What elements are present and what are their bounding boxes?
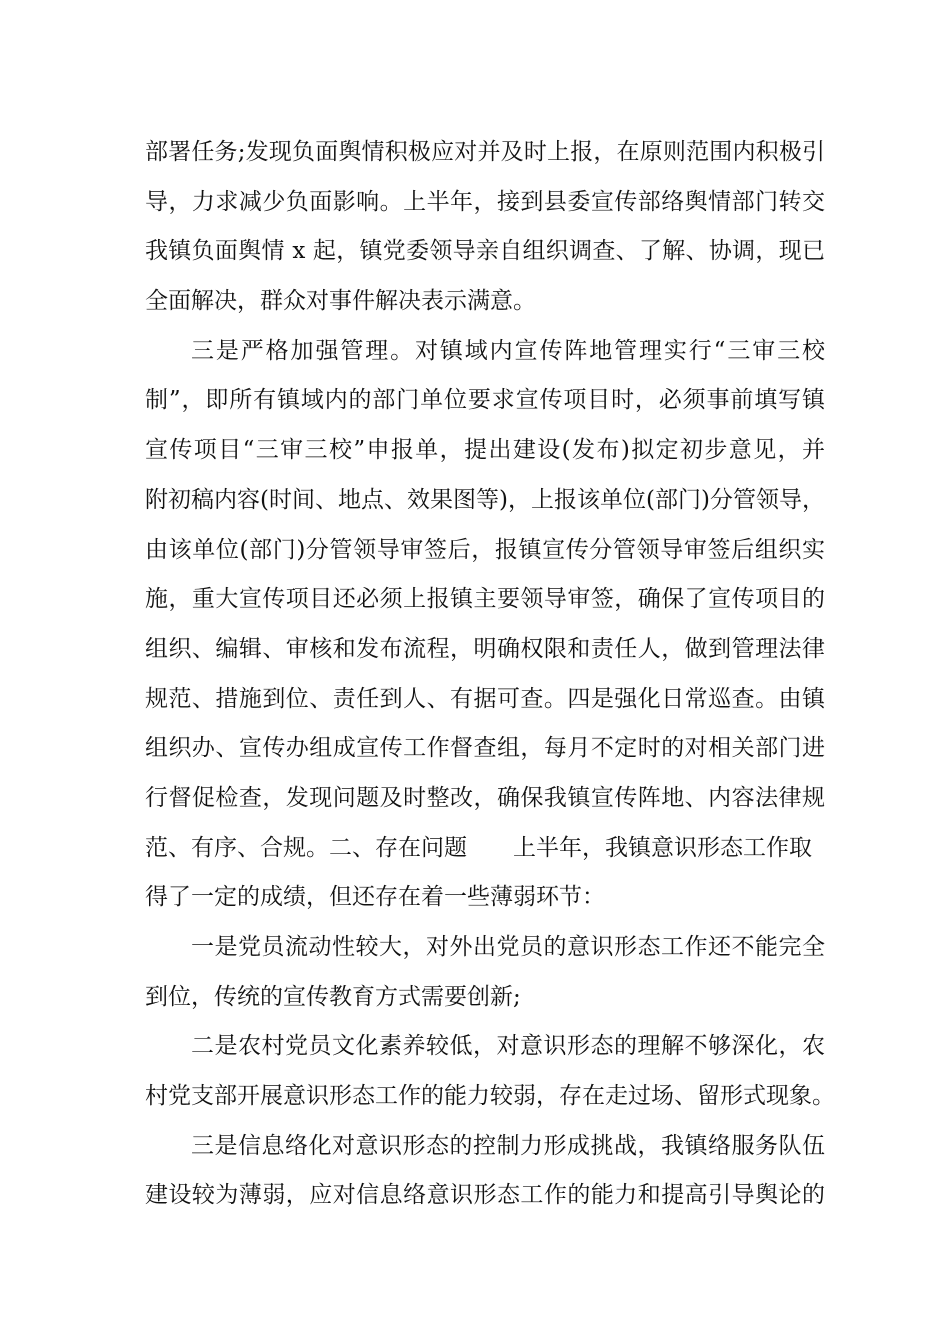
body-text xyxy=(145,128,835,1221)
paragraph-start-line: 三是信息络化对意识形态的控制力形成挑战，我镇络服务队伍 xyxy=(191,1132,825,1159)
text-line: 我镇负面舆情 x 起，镇党委领导亲自组织调查、了解、协调，现已 xyxy=(145,238,825,265)
text-line: 范、有序、合规。二、存在问题 上半年，我镇意识形态工作取 xyxy=(145,834,812,861)
text-line: 制”，即所有镇域内的部门单位要求宣传项目时，必须事前填写镇 xyxy=(145,387,825,414)
text-line: 规范、措施到位、责任到人、有据可查。四是强化日常巡查。由镇 xyxy=(145,685,825,712)
paragraph-start-line: 二是农村党员文化素养较低，对意识形态的理解不够深化，农 xyxy=(191,1033,825,1060)
text-line: 由该单位(部门)分管领导审签后，报镇宣传分管领导审签后组织实 xyxy=(145,536,825,563)
text-line: 附初稿内容(时间、地点、效果图等)，上报该单位(部门)分管领导， xyxy=(145,486,825,513)
text-line: 建设较为薄弱，应对信息络意识形态工作的能力和提高引导舆论的 xyxy=(145,1182,825,1209)
text-line: 导，力求减少负面影响。上半年，接到县委宣传部络舆情部门转交 xyxy=(145,188,825,215)
text-line: 部署任务;发现负面舆情积极应对并及时上报，在原则范围内积极引 xyxy=(145,139,825,165)
paragraph-start-line: 一是党员流动性较大，对外出党员的意识形态工作还不能完全 xyxy=(191,934,825,960)
text-line: 得了一定的成绩，但还存在着一些薄弱环节： xyxy=(145,884,605,911)
text-line: 组织、编辑、审核和发布流程，明确权限和责任人，做到管理法律 xyxy=(145,635,825,662)
text-line: 施，重大宣传项目还必须上报镇主要领导审签，确保了宣传项目的 xyxy=(145,586,825,613)
text-line: 到位，传统的宣传教育方式需要创新; xyxy=(145,983,521,1010)
paragraph-start-line: 三是严格加强管理。对镇域内宣传阵地管理实行“三审三校 xyxy=(191,337,825,364)
text-line: 全面解决，群众对事件解决表示满意。 xyxy=(145,288,536,315)
text-line: 组织办、宣传办组成宣传工作督查组，每月不定时的对相关部门进 xyxy=(145,735,825,762)
text-line: 行督促检查，发现问题及时整改，确保我镇宣传阵地、内容法律规 xyxy=(145,784,825,811)
text-line: 村党支部开展意识形态工作的能力较弱，存在走过场、留形式现象。 xyxy=(145,1083,835,1110)
text-line: 宣传项目“三审三校”申报单，提出建设(发布)拟定初步意见，并 xyxy=(145,437,825,464)
